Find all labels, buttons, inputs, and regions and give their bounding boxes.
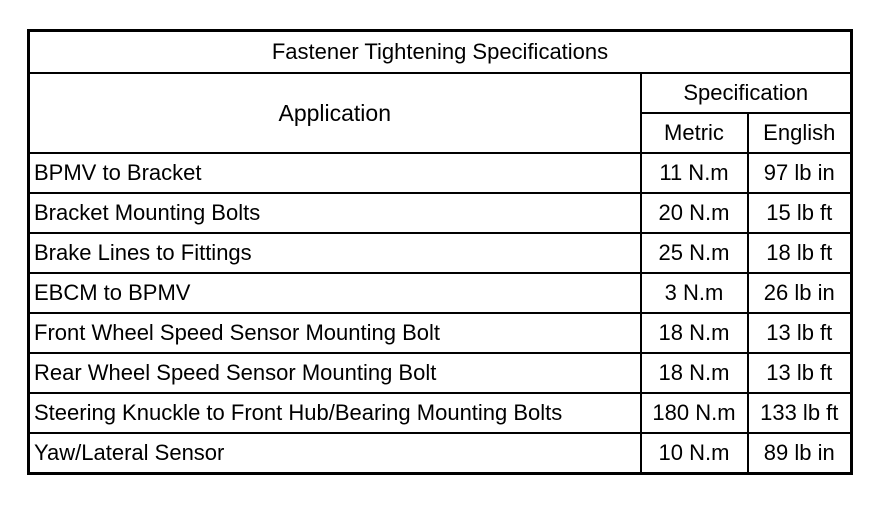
table-row xyxy=(29,353,852,393)
table-row xyxy=(29,433,852,474)
table-row xyxy=(29,393,852,433)
table-row xyxy=(29,273,852,313)
application-cell: Bracket Mounting Bolts xyxy=(29,193,641,233)
english-header: English xyxy=(748,113,852,153)
table-title: Fastener Tightening Specifications xyxy=(29,31,852,74)
metric-cell: 20 N.m xyxy=(641,193,748,233)
english-cell: 13 lb ft xyxy=(748,353,852,393)
table-row xyxy=(29,153,852,193)
specification-header: Specification xyxy=(641,73,852,113)
application-cell: Brake Lines to Fittings xyxy=(29,233,641,273)
english-cell: 89 lb in xyxy=(748,433,852,474)
fastener-specifications-table xyxy=(27,29,853,475)
table-row xyxy=(29,193,852,233)
english-cell: 13 lb ft xyxy=(748,313,852,353)
application-cell: BPMV to Bracket xyxy=(29,153,641,193)
english-cell: 26 lb in xyxy=(748,273,852,313)
metric-cell: 180 N.m xyxy=(641,393,748,433)
table-row xyxy=(29,313,852,353)
application-cell: Steering Knuckle to Front Hub/Bearing Mounting Bolts xyxy=(29,393,641,433)
english-cell: 15 lb ft xyxy=(748,193,852,233)
metric-cell: 18 N.m xyxy=(641,353,748,393)
metric-cell: 10 N.m xyxy=(641,433,748,474)
application-cell: EBCM to BPMV xyxy=(29,273,641,313)
english-cell: 18 lb ft xyxy=(748,233,852,273)
table-row xyxy=(29,233,852,273)
metric-header: Metric xyxy=(641,113,748,153)
application-header: Application xyxy=(29,73,641,153)
metric-cell: 11 N.m xyxy=(641,153,748,193)
metric-cell: 3 N.m xyxy=(641,273,748,313)
application-cell: Yaw/Lateral Sensor xyxy=(29,433,641,474)
english-cell: 97 lb in xyxy=(748,153,852,193)
application-cell: Rear Wheel Speed Sensor Mounting Bolt xyxy=(29,353,641,393)
metric-cell: 18 N.m xyxy=(641,313,748,353)
application-cell: Front Wheel Speed Sensor Mounting Bolt xyxy=(29,313,641,353)
english-cell: 133 lb ft xyxy=(748,393,852,433)
metric-cell: 25 N.m xyxy=(641,233,748,273)
